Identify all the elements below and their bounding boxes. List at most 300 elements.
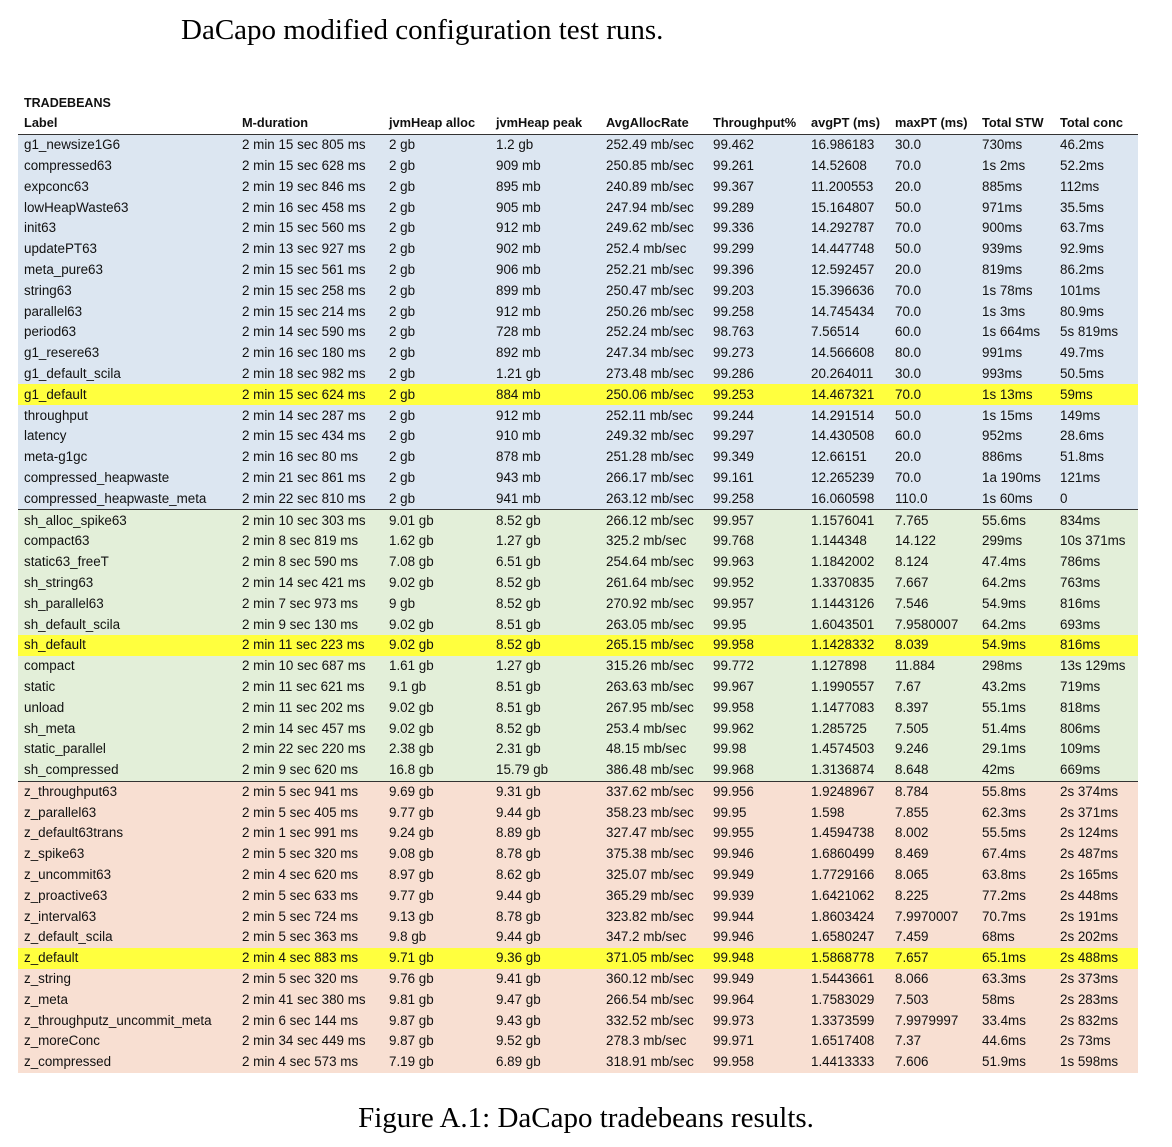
table-cell: 12.66151 bbox=[805, 447, 889, 468]
table-cell: 2 min 4 sec 573 ms bbox=[236, 1052, 383, 1073]
table-cell: 99.968 bbox=[707, 760, 805, 781]
table-cell: 2 min 15 sec 258 ms bbox=[236, 280, 383, 301]
table-cell: 299ms bbox=[976, 531, 1054, 552]
table-row bbox=[18, 760, 1138, 781]
table-cell: 9.43 gb bbox=[490, 1010, 600, 1031]
table-cell: 7.9979997 bbox=[889, 1010, 976, 1031]
table-cell: 8.62 gb bbox=[490, 865, 600, 886]
table-title: TRADEBEANS bbox=[24, 96, 111, 110]
row-label: z_string bbox=[18, 969, 236, 990]
row-label: latency bbox=[18, 426, 236, 447]
table-cell: 68ms bbox=[976, 927, 1054, 948]
table-cell: 263.12 mb/sec bbox=[600, 488, 707, 509]
column-header: maxPT (ms) bbox=[889, 113, 976, 134]
table-cell: 7.667 bbox=[889, 573, 976, 594]
table-cell: 30.0 bbox=[889, 134, 976, 155]
column-header: jvmHeap peak bbox=[490, 113, 600, 134]
table-cell: 59ms bbox=[1054, 384, 1138, 405]
table-cell: 8.51 gb bbox=[490, 677, 600, 698]
table-cell: 1.1443126 bbox=[805, 593, 889, 614]
table-cell: 20.0 bbox=[889, 447, 976, 468]
table-cell: 7.9580007 bbox=[889, 614, 976, 635]
table-cell: 20.0 bbox=[889, 260, 976, 281]
table-row bbox=[18, 635, 1138, 656]
row-label: init63 bbox=[18, 218, 236, 239]
row-label: expconc63 bbox=[18, 176, 236, 197]
table-cell: 249.32 mb/sec bbox=[600, 426, 707, 447]
table-cell: 912 mb bbox=[490, 405, 600, 426]
table-cell: 1.1477083 bbox=[805, 697, 889, 718]
row-label: z_throughputz_uncommit_meta bbox=[18, 1010, 236, 1031]
table-row bbox=[18, 1010, 1138, 1031]
table-cell: 9.8 gb bbox=[383, 927, 490, 948]
row-label: z_proactive63 bbox=[18, 885, 236, 906]
table-cell: 2s 124ms bbox=[1054, 823, 1138, 844]
table-cell: 9.76 gb bbox=[383, 969, 490, 990]
row-label: z_default bbox=[18, 948, 236, 969]
table-cell: 2 gb bbox=[383, 488, 490, 509]
table-cell: 9.47 gb bbox=[490, 989, 600, 1010]
table-row bbox=[18, 697, 1138, 718]
row-label: string63 bbox=[18, 280, 236, 301]
table-cell: 99.367 bbox=[707, 176, 805, 197]
table-cell: 1.6421062 bbox=[805, 885, 889, 906]
table-cell: 266.17 mb/sec bbox=[600, 468, 707, 489]
table-header-row bbox=[18, 113, 1138, 134]
table-row bbox=[18, 593, 1138, 614]
table-cell: 332.52 mb/sec bbox=[600, 1010, 707, 1031]
table-cell: 99.952 bbox=[707, 573, 805, 594]
table-cell: 50.0 bbox=[889, 197, 976, 218]
table-cell: 55.8ms bbox=[976, 781, 1054, 802]
table-cell: 1.1842002 bbox=[805, 552, 889, 573]
table-cell: 834ms bbox=[1054, 510, 1138, 531]
table-cell: 8.397 bbox=[889, 697, 976, 718]
table-cell: 669ms bbox=[1054, 760, 1138, 781]
table-cell: 252.4 mb/sec bbox=[600, 239, 707, 260]
table-cell: 249.62 mb/sec bbox=[600, 218, 707, 239]
table-cell: 318.91 mb/sec bbox=[600, 1052, 707, 1073]
row-label: sh_string63 bbox=[18, 573, 236, 594]
table-cell: 8.89 gb bbox=[490, 823, 600, 844]
table-cell: 1.8603424 bbox=[805, 906, 889, 927]
table-cell: 730ms bbox=[976, 134, 1054, 155]
table-row bbox=[18, 823, 1138, 844]
table-body bbox=[18, 134, 1138, 1072]
table-row bbox=[18, 885, 1138, 906]
column-header: Total STW bbox=[976, 113, 1054, 134]
table-cell: 910 mb bbox=[490, 426, 600, 447]
table-cell: 892 mb bbox=[490, 343, 600, 364]
table-cell: 885ms bbox=[976, 176, 1054, 197]
table-cell: 30.0 bbox=[889, 364, 976, 385]
table-cell: 9.02 gb bbox=[383, 718, 490, 739]
table-cell: 2 gb bbox=[383, 343, 490, 364]
table-cell: 358.23 mb/sec bbox=[600, 802, 707, 823]
row-label: sh_parallel63 bbox=[18, 593, 236, 614]
table-cell: 9.31 gb bbox=[490, 781, 600, 802]
table-cell: 99.349 bbox=[707, 447, 805, 468]
table-row bbox=[18, 1031, 1138, 1052]
table-row bbox=[18, 1052, 1138, 1073]
table-cell: 99.261 bbox=[707, 156, 805, 177]
table-cell: 1.4574503 bbox=[805, 739, 889, 760]
table-cell: 2 min 14 sec 457 ms bbox=[236, 718, 383, 739]
table-cell: 9.246 bbox=[889, 739, 976, 760]
table-cell: 252.21 mb/sec bbox=[600, 260, 707, 281]
table-cell: 263.05 mb/sec bbox=[600, 614, 707, 635]
table-cell: 8.78 gb bbox=[490, 906, 600, 927]
table-row bbox=[18, 718, 1138, 739]
table-cell: 250.26 mb/sec bbox=[600, 301, 707, 322]
table-cell: 14.291514 bbox=[805, 405, 889, 426]
table-cell: 7.765 bbox=[889, 510, 976, 531]
table-cell: 60.0 bbox=[889, 322, 976, 343]
table-cell: 9.36 gb bbox=[490, 948, 600, 969]
table-cell: 2 gb bbox=[383, 239, 490, 260]
table-cell: 99.203 bbox=[707, 280, 805, 301]
table-cell: 1.5868778 bbox=[805, 948, 889, 969]
table-cell: 386.48 mb/sec bbox=[600, 760, 707, 781]
table-cell: 2 min 16 sec 458 ms bbox=[236, 197, 383, 218]
table-cell: 15.79 gb bbox=[490, 760, 600, 781]
table-cell: 1s 15ms bbox=[976, 405, 1054, 426]
table-cell: 250.85 mb/sec bbox=[600, 156, 707, 177]
table-cell: 70.0 bbox=[889, 156, 976, 177]
table-cell: 2 min 5 sec 941 ms bbox=[236, 781, 383, 802]
table-cell: 1.127898 bbox=[805, 656, 889, 677]
table-row bbox=[18, 989, 1138, 1010]
table-row bbox=[18, 156, 1138, 177]
table-cell: 1.27 gb bbox=[490, 656, 600, 677]
table-cell: 991ms bbox=[976, 343, 1054, 364]
row-label: compressed63 bbox=[18, 156, 236, 177]
table-cell: 819ms bbox=[976, 260, 1054, 281]
row-label: compressed_heapwaste_meta bbox=[18, 488, 236, 509]
table-row bbox=[18, 906, 1138, 927]
table-cell: 2 min 16 sec 180 ms bbox=[236, 343, 383, 364]
table-cell: 906 mb bbox=[490, 260, 600, 281]
table-cell: 8.065 bbox=[889, 865, 976, 886]
table-cell: 315.26 mb/sec bbox=[600, 656, 707, 677]
table-cell: 2s 73ms bbox=[1054, 1031, 1138, 1052]
row-label: period63 bbox=[18, 322, 236, 343]
table-cell: 266.54 mb/sec bbox=[600, 989, 707, 1010]
table-cell: 7.459 bbox=[889, 927, 976, 948]
table-cell: 2s 832ms bbox=[1054, 1010, 1138, 1031]
table-cell: 1.3373599 bbox=[805, 1010, 889, 1031]
table-cell: 2s 374ms bbox=[1054, 781, 1138, 802]
table-cell: 2 min 4 sec 883 ms bbox=[236, 948, 383, 969]
table-cell: 70.0 bbox=[889, 280, 976, 301]
table-cell: 323.82 mb/sec bbox=[600, 906, 707, 927]
table-cell: 70.0 bbox=[889, 218, 976, 239]
table-cell: 1.2 gb bbox=[490, 134, 600, 155]
table-cell: 971ms bbox=[976, 197, 1054, 218]
table-cell: 9.87 gb bbox=[383, 1010, 490, 1031]
page-heading: DaCapo modified configuration test runs. bbox=[181, 14, 664, 46]
table-cell: 2 gb bbox=[383, 280, 490, 301]
row-label: z_parallel63 bbox=[18, 802, 236, 823]
table-cell: 902 mb bbox=[490, 239, 600, 260]
figure-caption: Figure A.1: DaCapo tradebeans results. bbox=[358, 1102, 814, 1134]
table-cell: 16.986183 bbox=[805, 134, 889, 155]
table-cell: 99.98 bbox=[707, 739, 805, 760]
table-cell: 247.94 mb/sec bbox=[600, 197, 707, 218]
table-cell: 1s 664ms bbox=[976, 322, 1054, 343]
table-row bbox=[18, 552, 1138, 573]
table-cell: 63.8ms bbox=[976, 865, 1054, 886]
table-cell: 266.12 mb/sec bbox=[600, 510, 707, 531]
table-cell: 1.285725 bbox=[805, 718, 889, 739]
table-row bbox=[18, 218, 1138, 239]
table-cell: 2 min 7 sec 973 ms bbox=[236, 593, 383, 614]
table-cell: 2 min 5 sec 724 ms bbox=[236, 906, 383, 927]
table-cell: 2 min 5 sec 633 ms bbox=[236, 885, 383, 906]
table-cell: 99.958 bbox=[707, 1052, 805, 1073]
table-cell: 99.958 bbox=[707, 635, 805, 656]
table-row bbox=[18, 739, 1138, 760]
table-cell: 99.956 bbox=[707, 781, 805, 802]
table-cell: 109ms bbox=[1054, 739, 1138, 760]
table-cell: 7.606 bbox=[889, 1052, 976, 1073]
row-label: g1_resere63 bbox=[18, 343, 236, 364]
table-cell: 2s 373ms bbox=[1054, 969, 1138, 990]
table-cell: 1.27 gb bbox=[490, 531, 600, 552]
table-cell: 818ms bbox=[1054, 697, 1138, 718]
row-label: z_uncommit63 bbox=[18, 865, 236, 886]
table-cell: 337.62 mb/sec bbox=[600, 781, 707, 802]
table-cell: 99.949 bbox=[707, 969, 805, 990]
table-cell: 298ms bbox=[976, 656, 1054, 677]
table-cell: 7.37 bbox=[889, 1031, 976, 1052]
table-cell: 99.958 bbox=[707, 697, 805, 718]
table-cell: 347.2 mb/sec bbox=[600, 927, 707, 948]
table-cell: 2 gb bbox=[383, 364, 490, 385]
table-cell: 1.6043501 bbox=[805, 614, 889, 635]
table-cell: 28.6ms bbox=[1054, 426, 1138, 447]
table-cell: 112ms bbox=[1054, 176, 1138, 197]
table-cell: 50.0 bbox=[889, 239, 976, 260]
table-cell: 325.07 mb/sec bbox=[600, 865, 707, 886]
row-label: static_parallel bbox=[18, 739, 236, 760]
table-cell: 952ms bbox=[976, 426, 1054, 447]
table-cell: 7.546 bbox=[889, 593, 976, 614]
table-cell: 2 min 14 sec 421 ms bbox=[236, 573, 383, 594]
table-cell: 13s 129ms bbox=[1054, 656, 1138, 677]
table-row bbox=[18, 301, 1138, 322]
table-cell: 273.48 mb/sec bbox=[600, 364, 707, 385]
row-label: z_throughput63 bbox=[18, 781, 236, 802]
table-cell: 8.039 bbox=[889, 635, 976, 656]
table-cell: 2 min 11 sec 621 ms bbox=[236, 677, 383, 698]
table-cell: 254.64 mb/sec bbox=[600, 552, 707, 573]
table-cell: 2s 448ms bbox=[1054, 885, 1138, 906]
table-cell: 86.2ms bbox=[1054, 260, 1138, 281]
table-cell: 9.69 gb bbox=[383, 781, 490, 802]
table-cell: 8.124 bbox=[889, 552, 976, 573]
table-cell: 9.08 gb bbox=[383, 844, 490, 865]
table-cell: 2 min 22 sec 810 ms bbox=[236, 488, 383, 509]
table-cell: 54.9ms bbox=[976, 593, 1054, 614]
table-cell: 2 gb bbox=[383, 322, 490, 343]
table-cell: 99.253 bbox=[707, 384, 805, 405]
table-cell: 149ms bbox=[1054, 405, 1138, 426]
table-cell: 900ms bbox=[976, 218, 1054, 239]
row-label: z_compressed bbox=[18, 1052, 236, 1073]
table-cell: 99.939 bbox=[707, 885, 805, 906]
table-cell: 1.7583029 bbox=[805, 989, 889, 1010]
table-cell: 99.95 bbox=[707, 802, 805, 823]
table-cell: 99.396 bbox=[707, 260, 805, 281]
table-cell: 2 gb bbox=[383, 260, 490, 281]
table-cell: 99.297 bbox=[707, 426, 805, 447]
table-cell: 99.962 bbox=[707, 718, 805, 739]
table-cell: 9.13 gb bbox=[383, 906, 490, 927]
table-cell: 1.144348 bbox=[805, 531, 889, 552]
table-cell: 7.67 bbox=[889, 677, 976, 698]
row-label: static bbox=[18, 677, 236, 698]
row-label: compact63 bbox=[18, 531, 236, 552]
table-row bbox=[18, 927, 1138, 948]
table-cell: 63.7ms bbox=[1054, 218, 1138, 239]
table-cell: 48.15 mb/sec bbox=[600, 739, 707, 760]
row-label: z_moreConc bbox=[18, 1031, 236, 1052]
table-cell: 912 mb bbox=[490, 301, 600, 322]
table-cell: 11.884 bbox=[889, 656, 976, 677]
table-cell: 99.462 bbox=[707, 134, 805, 155]
table-cell: 14.566608 bbox=[805, 343, 889, 364]
table-cell: 7.855 bbox=[889, 802, 976, 823]
table-cell: 2 min 15 sec 624 ms bbox=[236, 384, 383, 405]
table-cell: 895 mb bbox=[490, 176, 600, 197]
table-cell: 1.61 gb bbox=[383, 656, 490, 677]
table-cell: 2 min 10 sec 687 ms bbox=[236, 656, 383, 677]
table-cell: 8.784 bbox=[889, 781, 976, 802]
table-cell: 99.244 bbox=[707, 405, 805, 426]
table-cell: 261.64 mb/sec bbox=[600, 573, 707, 594]
table-cell: 64.2ms bbox=[976, 573, 1054, 594]
table-cell: 2s 202ms bbox=[1054, 927, 1138, 948]
table-cell: 51.4ms bbox=[976, 718, 1054, 739]
row-label: z_interval63 bbox=[18, 906, 236, 927]
table-cell: 99.973 bbox=[707, 1010, 805, 1031]
table-cell: 2 min 10 sec 303 ms bbox=[236, 510, 383, 531]
table-row bbox=[18, 573, 1138, 594]
table-cell: 62.3ms bbox=[976, 802, 1054, 823]
table-cell: 2 gb bbox=[383, 134, 490, 155]
table-cell: 2 min 15 sec 434 ms bbox=[236, 426, 383, 447]
table-cell: 325.2 mb/sec bbox=[600, 531, 707, 552]
table-cell: 2 min 16 sec 80 ms bbox=[236, 447, 383, 468]
column-header: avgPT (ms) bbox=[805, 113, 889, 134]
table-cell: 14.292787 bbox=[805, 218, 889, 239]
table-row bbox=[18, 176, 1138, 197]
table-cell: 99.957 bbox=[707, 593, 805, 614]
table-cell: 763ms bbox=[1054, 573, 1138, 594]
table-cell: 1.5443661 bbox=[805, 969, 889, 990]
table-cell: 1s 598ms bbox=[1054, 1052, 1138, 1073]
table-cell: 8.225 bbox=[889, 885, 976, 906]
table-cell: 8.51 gb bbox=[490, 614, 600, 635]
table-cell: 9.01 gb bbox=[383, 510, 490, 531]
column-header: AvgAllocRate bbox=[600, 113, 707, 134]
table-cell: 2 min 9 sec 620 ms bbox=[236, 760, 383, 781]
row-label: compressed_heapwaste bbox=[18, 468, 236, 489]
table-cell: 14.447748 bbox=[805, 239, 889, 260]
table-cell: 247.34 mb/sec bbox=[600, 343, 707, 364]
table-cell: 99.258 bbox=[707, 301, 805, 322]
table-cell: 2 min 5 sec 320 ms bbox=[236, 844, 383, 865]
table-cell: 33.4ms bbox=[976, 1010, 1054, 1031]
table-cell: 2 min 4 sec 620 ms bbox=[236, 865, 383, 886]
row-label: z_default63trans bbox=[18, 823, 236, 844]
table-cell: 365.29 mb/sec bbox=[600, 885, 707, 906]
table-cell: 912 mb bbox=[490, 218, 600, 239]
table-cell: 360.12 mb/sec bbox=[600, 969, 707, 990]
table-cell: 2 min 5 sec 320 ms bbox=[236, 969, 383, 990]
table-cell: 1.21 gb bbox=[490, 364, 600, 385]
table-cell: 80.9ms bbox=[1054, 301, 1138, 322]
table-cell: 2 min 14 sec 287 ms bbox=[236, 405, 383, 426]
row-label: parallel63 bbox=[18, 301, 236, 322]
table-cell: 99.299 bbox=[707, 239, 805, 260]
table-cell: 1.3136874 bbox=[805, 760, 889, 781]
table-cell: 52.2ms bbox=[1054, 156, 1138, 177]
row-label: g1_default bbox=[18, 384, 236, 405]
table-cell: 240.89 mb/sec bbox=[600, 176, 707, 197]
column-header: Label bbox=[18, 113, 236, 134]
table-cell: 1.7729166 bbox=[805, 865, 889, 886]
table-cell: 253.4 mb/sec bbox=[600, 718, 707, 739]
table-cell: 2.31 gb bbox=[490, 739, 600, 760]
table-cell: 8.648 bbox=[889, 760, 976, 781]
table-cell: 14.467321 bbox=[805, 384, 889, 405]
table-cell: 99.768 bbox=[707, 531, 805, 552]
table-cell: 9.24 gb bbox=[383, 823, 490, 844]
table-cell: 99.944 bbox=[707, 906, 805, 927]
table-cell: 1s 2ms bbox=[976, 156, 1054, 177]
table-row bbox=[18, 426, 1138, 447]
table-row bbox=[18, 468, 1138, 489]
table-cell: 9.52 gb bbox=[490, 1031, 600, 1052]
table-cell: 46.2ms bbox=[1054, 134, 1138, 155]
row-label: sh_default bbox=[18, 635, 236, 656]
row-label: throughput bbox=[18, 405, 236, 426]
row-label: g1_default_scila bbox=[18, 364, 236, 385]
table-cell: 9.1 gb bbox=[383, 677, 490, 698]
table-cell: 51.9ms bbox=[976, 1052, 1054, 1073]
table-cell: 9.02 gb bbox=[383, 573, 490, 594]
table-cell: 2 gb bbox=[383, 197, 490, 218]
table-cell: 29.1ms bbox=[976, 739, 1054, 760]
table-cell: 63.3ms bbox=[976, 969, 1054, 990]
table-cell: 99.955 bbox=[707, 823, 805, 844]
table-cell: 1.598 bbox=[805, 802, 889, 823]
table-cell: 1.4594738 bbox=[805, 823, 889, 844]
table-cell: 20.0 bbox=[889, 176, 976, 197]
table-cell: 2 min 5 sec 405 ms bbox=[236, 802, 383, 823]
table-cell: 15.396636 bbox=[805, 280, 889, 301]
table-cell: 20.264011 bbox=[805, 364, 889, 385]
table-cell: 55.5ms bbox=[976, 823, 1054, 844]
table-cell: 2 min 15 sec 628 ms bbox=[236, 156, 383, 177]
table-cell: 2 min 13 sec 927 ms bbox=[236, 239, 383, 260]
table-cell: 67.4ms bbox=[976, 844, 1054, 865]
table-cell: 70.0 bbox=[889, 468, 976, 489]
table-cell: 816ms bbox=[1054, 635, 1138, 656]
table-row bbox=[18, 343, 1138, 364]
